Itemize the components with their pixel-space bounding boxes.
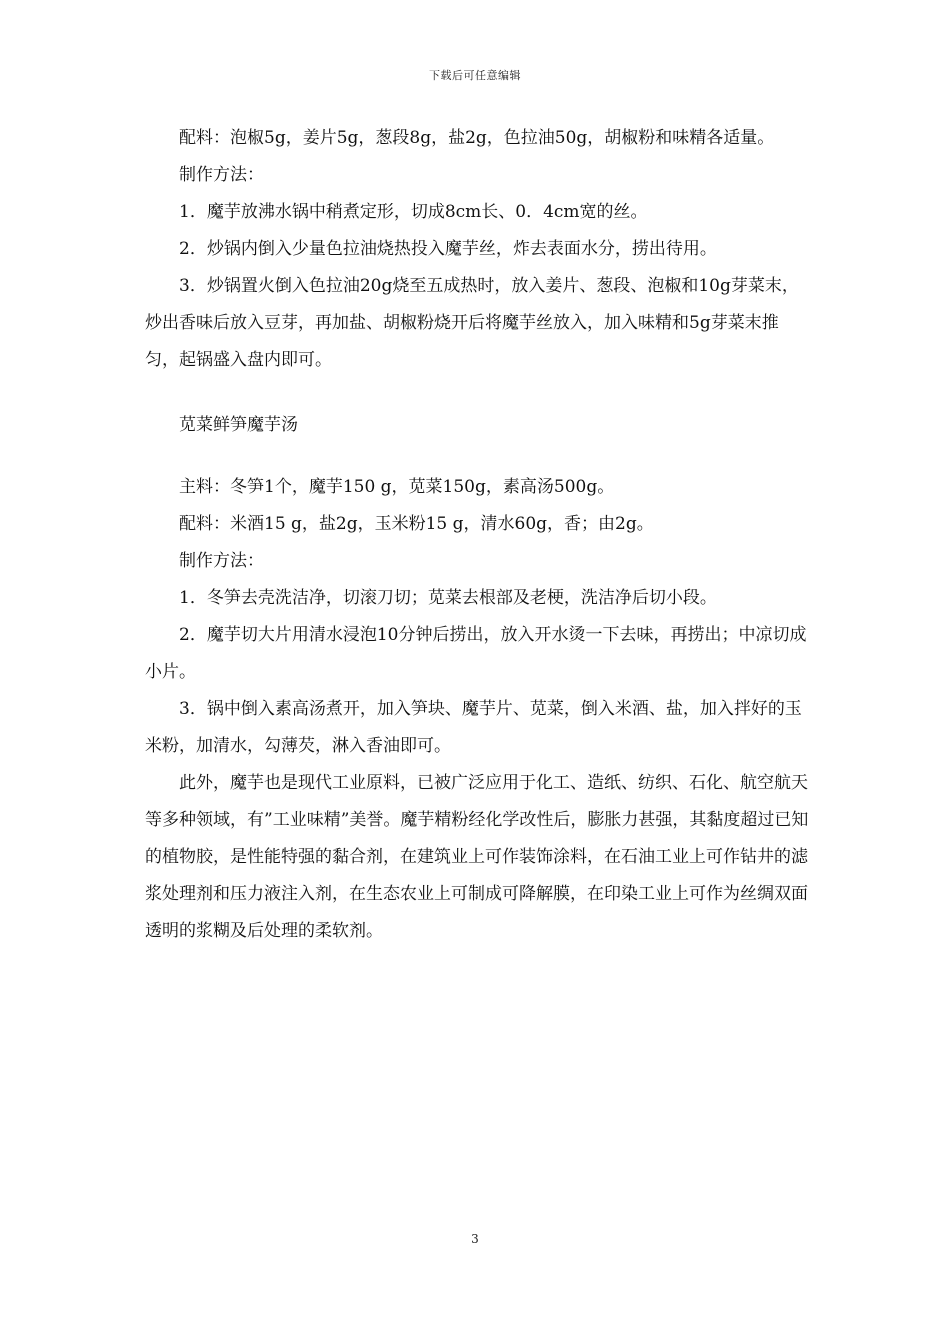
step-paragraph: 2．魔芋切大片用清水浸泡10分钟后捞出，放入开水烫一下去味，再捞出；中凉切成小片。 [145,625,807,682]
step-paragraph: 1．冬笋去壳洗洁净，切滚刀切；苋菜去根部及老梗，洗洁净后切小段。 [179,588,717,608]
page-header: 下载后可任意编辑 [429,69,521,82]
seasoning-paragraph: 配料：米酒15 g，盐2g，玉米粉15 g，清水60g，香；由2g。 [179,514,654,534]
main-ingredients-paragraph: 主料：冬笋1个，魔芋150 g，苋菜150g，素高汤500g。 [179,477,615,497]
method-label: 制作方法： [179,551,264,571]
recipe-title: 苋菜鲜笋魔芋汤 [179,415,298,435]
spacer [145,379,810,407]
seasoning-paragraph: 配料：泡椒5g，姜片5g，葱段8g，盐2g，色拉油50g，胡椒粉和味精各适量。 [179,128,775,148]
step-paragraph: 2．炒锅内倒入少量色拉油烧热投入魔芋丝，炸去表面水分，捞出待用。 [179,239,717,259]
step-paragraph: 1．魔芋放沸水锅中稍煮定形，切成8cm长、0．4cm宽的丝。 [179,202,648,222]
closing-paragraph: 此外，魔芋也是现代工业原料，已被广泛应用于化工、造纸、纺织、石化、航空航天等多种领域，有”工业味精”美誉。魔芋精粉经化学改性后，膨胀力甚强，其黏度超过已知的植物胶，是性能特强的黏合剂，在建筑业上可作装饰涂料，在石油工业上可作钻井的滤浆处理剂和压力液注入剂，在生态农业上可制成可降解膜，在印染工业上可作为丝绸双面透明的浆糊及后处理的柔软剂。 [145,773,809,941]
method-label: 制作方法： [179,165,264,185]
step-paragraph: 3．锅中倒入素高汤煮开，加入笋块、魔芋片、苋菜，倒入米酒、盐，加入拌好的玉米粉，加清水，勾薄芡，淋入香油即可。 [145,699,802,756]
step-paragraph: 3．炒锅置火倒入色拉油20g烧至五成热时，放入姜片、葱段、泡椒和10g芽菜末，炒出香味后放入豆芽，再加盐、胡椒粉烧开后将魔芋丝放入，加入味精和5g芽菜末推匀，起锅盛入盘内即可。 [145,276,799,370]
page-number: 3 [471,1232,479,1246]
spacer [145,444,810,469]
document-body [145,120,810,950]
